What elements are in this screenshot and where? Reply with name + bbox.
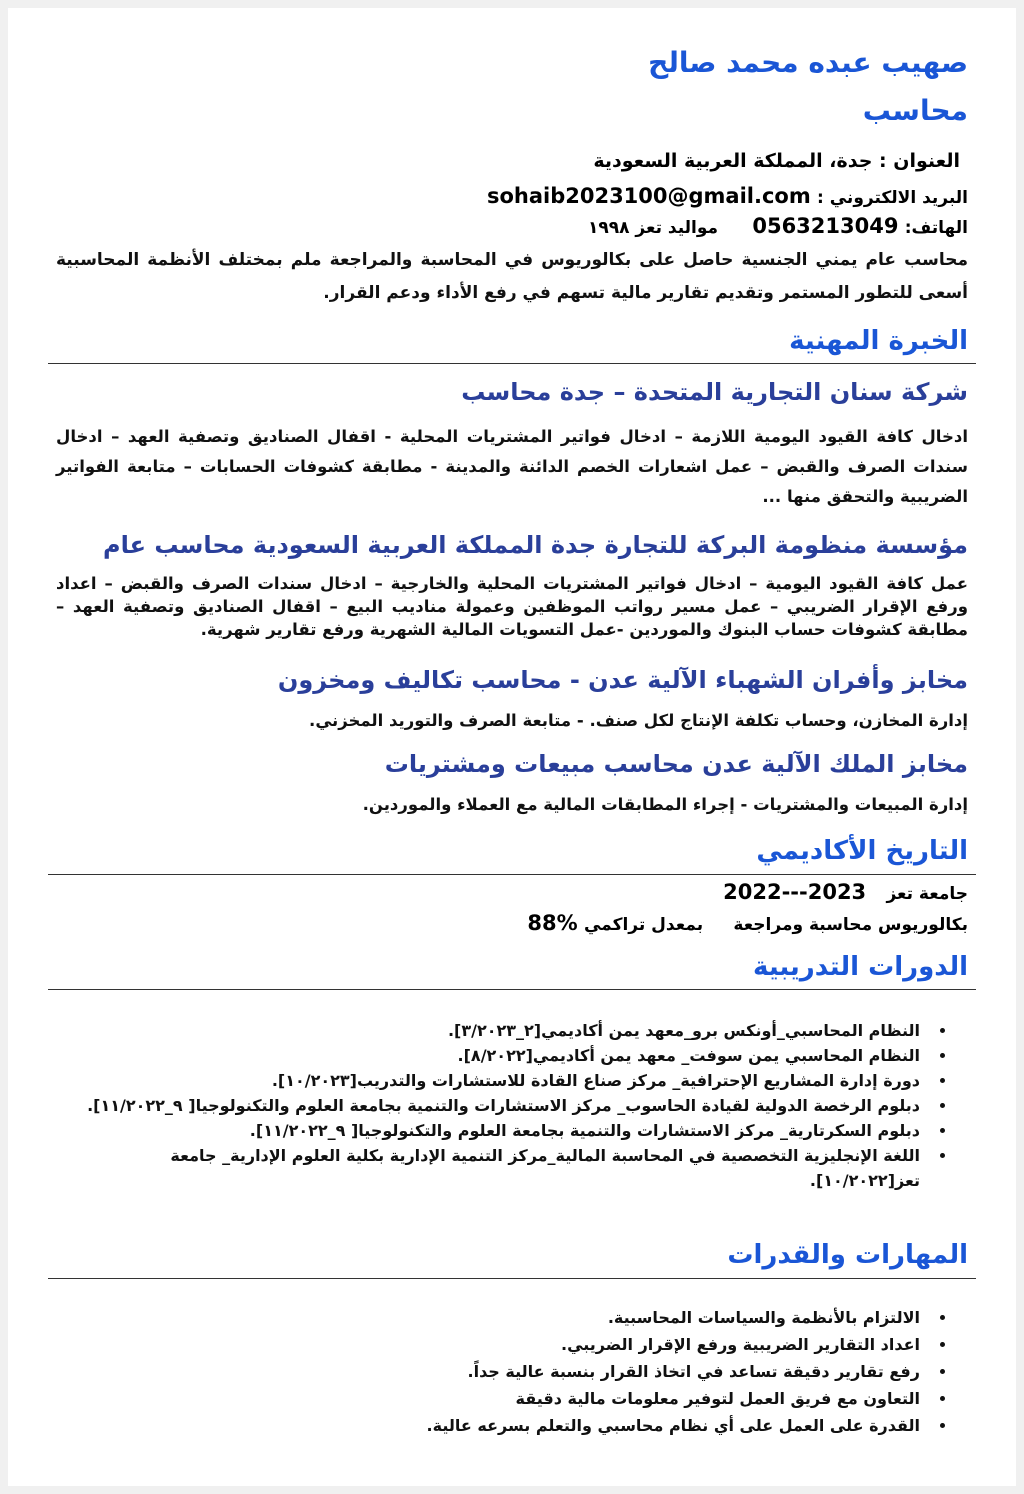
divider [48, 989, 976, 990]
gpa-value: 88% [527, 911, 578, 935]
education-heading: التاريخ الأكاديمي [756, 836, 968, 866]
degree-line [56, 911, 968, 935]
list-item: • اعداد التقارير الضريبية ورفع الإقرار الضريبي. [56, 1331, 928, 1358]
list-item: • النظام المحاسبي_أونكس برو_معهد يمن أكاديمي[٢_٣/٢٠٢٣]. [56, 1018, 928, 1043]
courses-heading: الدورات التدريبية [753, 952, 968, 982]
experience-heading: الخبرة المهنية [789, 326, 968, 356]
university-line [56, 880, 968, 904]
degree-name: بكالوريوس محاسبة ومراجعة [733, 915, 968, 935]
list-item: • رفع تقارير دقيقة تساعد في اتخاذ القرار بنسبة عالية جداً. [56, 1358, 928, 1385]
job-title: محاسب [862, 94, 968, 127]
job-company: مخابز الملك الآلية عدن محاسب مبيعات ومشتريات [384, 750, 968, 778]
list-item: • دبلوم السكرتارية_ مركز الاستشارات والتنمية بجامعة العلوم والتكنولوجيا[ ٩_١١/٢٠٢٢]. [56, 1118, 928, 1143]
job-description: إدارة المخازن، وحساب تكلفة الإنتاج لكل صنف. - متابعة الصرف والتوريد المخزني. [309, 711, 968, 730]
address-value: جدة، المملكة العربية السعودية [593, 150, 873, 172]
skills-list [56, 1304, 968, 1439]
study-years: 2022---2023 [723, 880, 867, 904]
birth-info: مواليد تعز ١٩٩٨ [588, 218, 719, 238]
job-description: عمل كافة القيود اليومية – ادخال فواتير المشتريات المحلية والخارجية – ادخال سندات الصرف والقبض – اعداد ورفع الإقرار الضريبي – عمل مسير رواتب الموظفين وعمولة مناديب البيع – اقفال الصناديق وتصفية العهد – مطابقة كشوفات حساب البنوك والموردين -عمل التسويات المالية الشهرية ورفع تقارير شهرية. [56, 574, 968, 639]
divider [48, 363, 976, 364]
phone-line [56, 214, 968, 238]
address-label: العنوان : [879, 150, 960, 172]
list-item: • الالتزام بالأنظمة والسياسات المحاسبية. [56, 1304, 928, 1331]
list-item: • النظام المحاسبي يمن سوفت_ معهد يمن أكاديمي[٨/٢٠٢٢]. [56, 1043, 928, 1068]
job-company: مخابز وأفران الشهباء الآلية عدن - محاسب تكاليف ومخزون [277, 666, 968, 694]
job-company: مؤسسة منظومة البركة للتجارة جدة المملكة العربية السعودية محاسب عام [103, 531, 968, 559]
courses-list [56, 1018, 968, 1193]
full-name: صهيب عبده محمد صالح [648, 46, 968, 79]
list-item: • التعاون مع فريق العمل لتوفير معلومات مالية دقيقة [56, 1385, 928, 1412]
list-item: • القدرة على العمل على أي نظام محاسبي والتعلم بسرعه عالية. [56, 1412, 928, 1439]
phone-label: الهاتف: [904, 218, 968, 238]
email-label: البريد الالكتروني : [817, 188, 968, 208]
university-name: جامعة تعز [886, 884, 968, 904]
job-description: إدارة المبيعات والمشتريات - إجراء المطابقات المالية مع العملاء والموردين. [362, 795, 968, 814]
email-value: sohaib2023100@gmail.com [486, 184, 811, 208]
list-item: • دورة إدارة المشاريع الإحترافية_ مركز صناع القادة للاستشارات والتدريب[١٠/٢٠٢٣]. [56, 1068, 928, 1093]
phone-value: 0563213049 [752, 214, 899, 238]
divider [48, 1278, 976, 1279]
job-description: ادخال كافة القيود اليومية اللازمة – ادخال فواتير المشتريات المحلية - اقفال الصناديق وتصفية العهد – ادخال سندات الصرف والقبض – عمل اشعارات الخصم الدائنة والمدينة - مطابقة كشوفات الحسابات – متابعة الفواتير الضريبية والتحقق منها ... [56, 427, 968, 506]
address-line [56, 150, 960, 172]
job-company: شركة سنان التجارية المتحدة – جدة محاسب [461, 378, 968, 406]
email-line [56, 184, 968, 208]
list-item: • اللغة الإنجليزية التخصصية في المحاسبة المالية_مركز التنمية الإدارية بكلية العلوم الإدارية_ جامعة تعز[١٠/٢٠٢٢]. [56, 1143, 928, 1193]
skills-heading: المهارات والقدرات [727, 1240, 968, 1270]
divider [48, 874, 976, 875]
summary: محاسب عام يمني الجنسية حاصل على بكالوريوس في المحاسبة والمراجعة ملم بمختلف الأنظمة المحاسبية أسعى للتطور المستمر وتقديم تقارير مالية تسهم في رفع الأداء ودعم القرار. [56, 250, 968, 303]
resume-page [8, 8, 1016, 1486]
list-item: • دبلوم الرخصة الدولية لقيادة الحاسوب_ مركز الاستشارات والتنمية بجامعة العلوم والتكنولوجيا[ ٩_١١/٢٠٢٢]. [56, 1093, 928, 1118]
gpa-label: بمعدل تراكمي [583, 915, 704, 935]
